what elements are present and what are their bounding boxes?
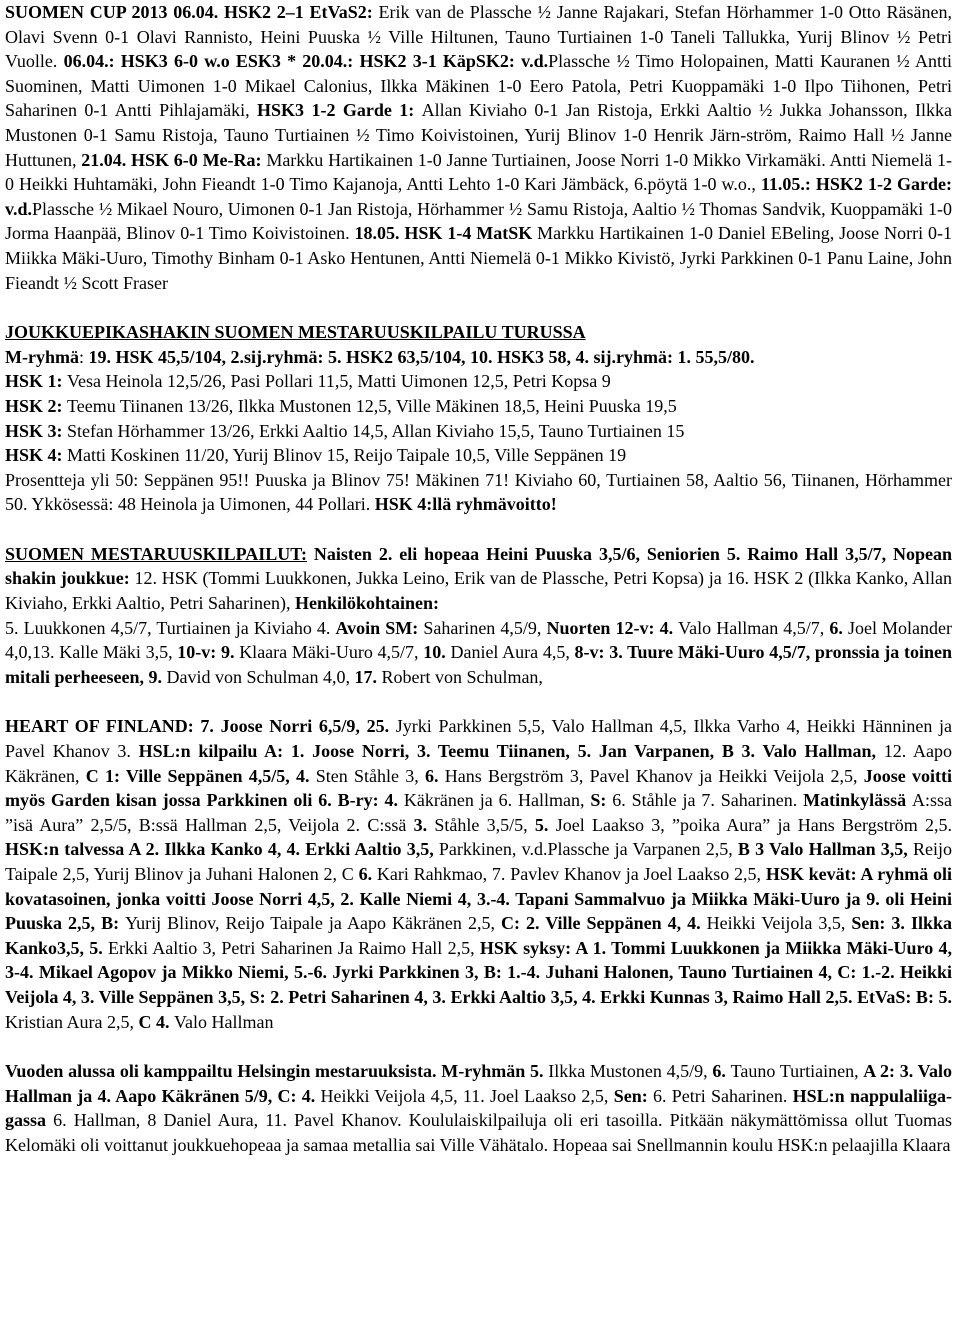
bold-text-run: SUOMEN MESTARUUSKILPAILUT: [5,543,307,564]
bold-text-run: HSL:n kilpailu A: 1. Joose Norri, 3. Teemu Tiinanen, 5. Jan Varpanen, B 3. Valo Hallman, [138,741,884,762]
text-run: 5. Luukkonen 4,5/7, Turtiainen ja Kiviaho 4. [5,617,336,638]
cup-2013-paragraph [5,0,952,295]
bold-text-run: 18.05. HSK 1-4 MatSK [354,223,538,244]
text-run: Stefan Hörhammer 13/26, Erkki Aaltio 14,5, Allan Kiviaho 15,5, Tauno Turtiainen 15 [67,420,685,441]
bold-text-run: HSK 4:llä ryhmävoitto! [374,494,557,515]
bold-text-run: Nuorten 12-v: 4. [546,617,679,638]
text-run: Vesa Heinola 12,5/26, Pasi Pollari 11,5, Matti Uimonen 12,5, Petri Kopsa 9 [67,371,611,392]
text-run: Heikki Veijola 4,5, 11. Joel Laakso 2,5, [320,1085,614,1106]
paragraph-spacer [5,1034,952,1059]
text-run: 6. Petri Saharinen. [652,1085,793,1106]
text-run: Joel Laakso 3, ”poika Aura” ja Hans Bergström 2,5. [555,814,952,835]
bold-text-run: M-ryhmä [5,346,79,367]
bold-text-run: Sen: 3. Ilkka Kanko3,5, 5. [5,913,952,958]
bold-text-run: JOUKKUEPIKASHAKIN SUOMEN MESTARUUSKILPAILU TURUSSA [5,322,586,343]
bold-text-run: HSK 2: [5,395,68,416]
bold-text-run: HEART OF FINLAND: 7. Joose Norri 6,5/9, 25. [5,716,396,737]
text-run: Kristian Aura 2,5, [5,1011,139,1032]
bold-text-run: Naisten 2. eli hopeaa Heini Puuska 3,5/6, Seniorien 5. Raimo Hall 3,5/7, Nopean shakin joukkue: [5,543,953,589]
bold-text-run: Avoin SM: [335,617,424,638]
text-run: Reijo Taipale 2,5, Yurij Blinov ja Juhani Halonen 2, C [5,839,953,884]
text-run: Ståhle 3,5/5, [434,814,535,835]
bold-text-run: C 4. [138,1011,174,1032]
bold-text-run: C 1: Ville Seppänen 4,5/5, 4. [85,765,316,786]
bold-text-run: 5. [534,814,556,835]
text-run: Markku Hartikainen 1-0 Janne Turtiainen, Joose Norri 1-0 Mikko Virkamäki. Antti Niemelä 1-0 Heikki Huhtamäki, John Fieandt 1-0 Timo Kajanoja, Antti Lehto 1-0 Kari Jämbäck, 6.pöytä 1-0 w.o., [5,149,952,195]
bold-text-run: HSK kevät: A ryhmä oli kovatasoinen, jonka voitti Joose Norri 4,5, 2. Kalle Niemi 4, 3.-4. Tapani Sammalvuo ja Miikka Mäki-Uuro ja 9. oli Heini Puuska 2,5, B: [5,864,952,934]
bold-text-run: HSK 1: [5,371,68,392]
text-run: Ilkka Mustonen 4,5/9, [548,1061,713,1082]
bold-text-run: 6. [829,617,848,638]
bold-text-run: 6. [358,864,377,884]
paragraph-spacer [5,517,952,542]
bold-text-run: Henkilökohtainen: [294,593,439,614]
text-run: Hans Bergström 3, Pavel Khanov ja Heikki Veijola 2,5, [444,765,864,786]
text-run: : [78,346,89,367]
bold-text-run: 6. [425,765,445,786]
text-run: 6. Ståhle ja 7. Saharinen. [612,790,804,811]
text-run: 12. Aapo Käkränen, [5,741,952,786]
text-run: Tauno Turtiainen, [730,1061,864,1082]
paragraph-spacer [5,295,952,320]
text-run: Erik van de Plassche ½ Janne Rajakari, Stefan Hörhammer 1-0 Otto Räsänen, Olavi Svenn 0-1 Olavi Rannisto, Heini Puuska ½ Ville Hiltunen, Tauno Turtiainen 1-0 Taneli Tallukka, Yurij Blinov ½ Petri Vuolle. [5,2,953,72]
text-run: Heikki Veijola 3,5, [706,913,852,934]
text-run: Kari Rahkmao, 7. Pavlev Khanov ja Joel Laakso 2,5, [376,864,766,884]
bold-text-run: B 3 Valo Hallman 3,5, [737,839,914,860]
text-run: Saharinen 4,5/9, [423,617,547,638]
bold-text-run: HSK syksy: A 1. Tommi Luukkonen ja Miikka Mäki-Uuro 4, 3-4. Mikael Agopov ja Mikko Niemi, 5.-6. Jyrki Parkkinen 3, B: 1.-4. Juhani Halonen, Tauno Turtiainen 4, C: 1.-2. Heikki Veijola 4, 3. Ville Seppänen 3,5, S: 2. Petri Saharinen 4, 3. Erkki Aaltio 3,5, 4. Erkki Kunnas 3, Raimo Hall 2,5. EtVaS: B: 5. [5,937,952,1007]
heart-of-finland-paragraph [5,714,952,1034]
text-run: Robert von Schulman, [381,666,543,687]
bold-text-run: HSK 4: [5,445,68,466]
bold-text-run: 3. [413,814,435,835]
bold-text-run: 19. HSK 45,5/104, 2.sij.ryhmä: 5. HSK2 63,5/104, 10. HSK3 58, 4. sij.ryhmä: 1. 55,5/80. [88,346,755,367]
bold-text-run: 21.04. HSK 6-0 Me-Ra: [81,149,267,170]
bold-text-run: S: [590,790,613,811]
bold-text-run: Matinkylässä [803,790,912,811]
text-run: Markku Hartikainen 1-0 Daniel EBeling, Joose Norri 0-1 Miikka Mäki-Uuro, Timothy Binham 0-1 Asko Hentunen, Antti Niemelä 0-1 Mikko Kivistö, Jyrki Parkkinen 0-1 Panu Laine, John Fieandt ½ Scott Fraser [5,223,952,293]
bold-text-run: A 2: 3. Valo Hallman ja 4. Aapo Käkränen 5/9, C: 4. [5,1061,952,1106]
text-run: Parkkinen, v.d.Plassche ja Varpanen 2,5, [438,839,738,860]
paragraph-spacer [5,689,952,714]
text-run: Matti Koskinen 11/20, Yurij Blinov 15, Reijo Taipale 10,5, Ville Seppänen 19 [67,445,627,466]
bold-text-run: 6. [712,1061,731,1082]
bold-text-run: Sen: [613,1085,653,1106]
bold-text-run: 8-v: 3. Tuure Mäki-Uuro 4,5/7, pronssia ja toinen mitali perheeseen, 9. [5,642,952,687]
text-run: A:ssa ”isä Aura” 2,5/5, B:ssä Hallman 2,5, Veijola 2. C:ssä [5,790,952,835]
text-run: 6. Hallman, 8 Daniel Aura, 11. Pavel Khanov. Koululaiskilpailuja oli eri tasoilla. Pitkään näkymättömissa ollut Tuomas Kelomäki oli voittanut joukkuehopeaa ja samaa metallia sai Ville Vähätalo. Hopeaa sai Snellmannin koulu HSK:n pelaajilla Klaara [5,1110,952,1155]
text-run: David von Schulman 4,0, [166,666,355,687]
text-run: Sten Ståhle 3, [315,765,425,786]
text-run: Klaara Mäki-Uuro 4,5/7, [239,642,424,663]
text-run: Prosentteja yli 50: Seppänen 95!! Puuska ja Blinov 75! Mäkinen 71! Kiviaho 60, Turtiainen 58, Aaltio 56, Tiinanen, Hörhammer 50. Ykkösessä: 48 Heinola ja Uimonen, 44 Pollari. [5,469,952,515]
text-run: Joel Molander 4,0,13. Kalle Mäki 3,5, [5,617,953,663]
bold-text-run: Joose voitti myös Garden kisan jossa Parkkinen oli 6. B-ry: 4. [5,765,953,811]
text-run: Käkränen ja 6. Hallman, [403,790,591,811]
bold-text-run: 06.04.: HSK3 6-0 w.o ESK3 * 20.04.: HSK2 3-1 KäpSK2: v.d. [63,51,549,72]
bold-text-run: HSK:n talvessa A 2. Ilkka Kanko 4, 4. Erkki Aaltio 3,5, [5,839,439,860]
text-run: Valo Hallman [173,1011,274,1032]
bold-text-run: C: 2. Ville Seppänen 4, 4. [500,913,707,934]
bold-text-run: SUOMEN CUP 2013 06.04. HSK2 2–1 EtVaS2: [5,2,379,22]
text-run: Plassche ½ Timo Holopainen, Matti Kauranen ½ Antti Suominen, Matti Uimonen 1-0 Mikael Calonius, Ilkka Mäkinen 1-0 Eero Patola, Petri Kuoppamäki 1-0 Ilpo Tiihonen, Petri Saharinen 0-1 Antti Pihlajamäki, [5,51,952,121]
text-run: Daniel Aura 4,5, [450,642,575,663]
text-run: Valo Hallman 4,5/7, [678,617,830,638]
bold-text-run: 11.05.: HSK2 1-2 Garde: [760,174,952,195]
text-run: Jyrki Parkkinen 5,5, Valo Hallman 4,5, Ilkka Varho 4, Heikki Hänninen ja Pavel Khanov 3. [5,716,952,762]
text-run: Plassche ½ Mikael Nouro, Uimonen 0-1 Jan Ristoja, Hörhammer ½ Samu Ristoja, Aaltio ½ Thomas Sandvik, Kuoppamäki 1-0 Jorma Haanpää, Blinov 0-1 Timo Koivistoinen. [5,198,952,244]
helsinki-mestaruus-paragraph [5,1059,952,1157]
text-run: Yurij Blinov, Reijo Taipale ja Aapo Käkränen 2,5, [125,913,501,934]
joukkuepikashakki-paragraph [5,320,952,517]
bold-text-run: HSL:n nappulaliiga-gassa [5,1085,952,1131]
sm-kilpailut-paragraph [5,542,952,690]
text-run: Erkki Aaltio 3, Petri Saharinen Ja Raimo Hall 2,5, [108,937,480,958]
bold-text-run: HSK3 1-2 Garde 1: [257,100,422,121]
text-run: Teemu Tiinanen 13/26, Ilkka Mustonen 12,5, Ville Mäkinen 18,5, Heini Puuska 19,5 [67,395,677,416]
bold-text-run: Vuoden alussa oli kamppailtu Helsingin mestaruuksista. M-ryhmän 5. [5,1061,549,1082]
bold-text-run: 10. [423,642,451,663]
bold-text-run: 10-v: 9. [177,642,240,663]
text-run: Allan Kiviaho 0-1 Jan Ristoja, Erkki Aaltio ½ Jukka Johansson, Ilkka Mustonen 0-1 Samu Ristoja, Tauno Turtiainen ½ Timo Koivistoinen, Yurij Blinov 1-0 Henrik Järn-ström, Raimo Hall ½ Janne Huttunen, [5,100,952,170]
bold-text-run: 17. [354,666,382,687]
bold-text-run: v.d. [5,198,33,219]
text-run: 12. HSK (Tommi Luukkonen, Jukka Leino, Erik van de Plassche, Petri Kopsa) ja 16. HSK 2 (Ilkka Kanko, Allan Kiviaho, Erkki Aaltio, Petri Saharinen), [5,568,952,614]
bold-text-run: HSK 3: [5,420,68,441]
